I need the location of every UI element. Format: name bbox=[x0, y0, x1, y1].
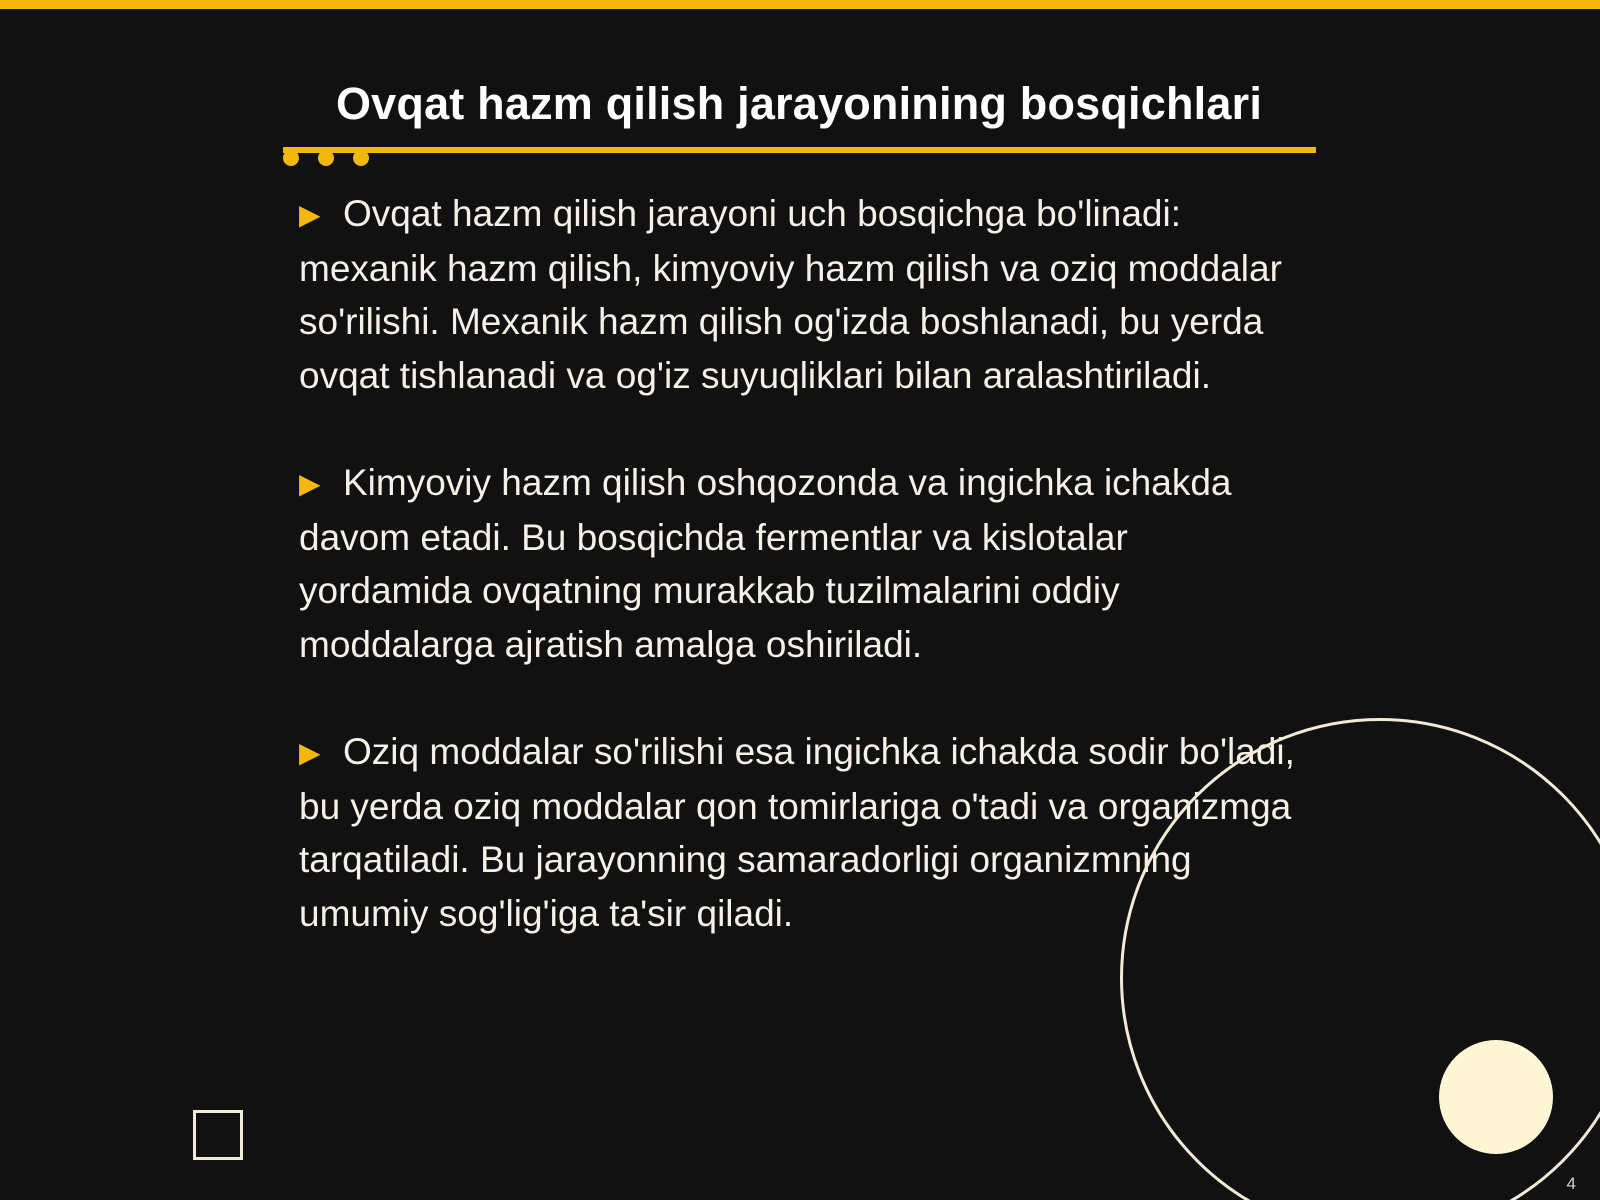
top-accent-bar bbox=[0, 0, 1600, 9]
bullet-text: Kimyoviy hazm qilish oshqozonda va ingichka ichakda davom etadi. Bu bosqichda fermentlar va kislotalar yordamida ovqatning murakkab tuzilmalarini oddiy moddalarga ajratish amalga oshiriladi. bbox=[299, 462, 1232, 665]
page-number: 4 bbox=[1566, 1174, 1576, 1193]
bullet-arrow-icon: ▶ bbox=[299, 468, 321, 499]
accent-dot bbox=[318, 150, 334, 166]
title-underline bbox=[283, 147, 1316, 153]
bullet-paragraph bbox=[299, 456, 1309, 671]
bullet-arrow-icon: ▶ bbox=[299, 737, 321, 768]
bullet-arrow-icon: ▶ bbox=[299, 199, 321, 230]
slide-title: Ovqat hazm qilish jarayonining bosqichlari bbox=[335, 78, 1263, 129]
decorative-disc bbox=[1439, 1040, 1553, 1154]
bullet-text: Ovqat hazm qilish jarayoni uch bosqichga bo'linadi: mexanik hazm qilish, kimyoviy hazm qilish va oziq moddalar so'rilishi. Mexanik hazm qilish og'izda boshlanadi, bu yerda ovqat tishlanadi va og'iz suyuqliklari bilan aralashtiriladi. bbox=[299, 193, 1282, 396]
decorative-square bbox=[193, 1110, 243, 1160]
bullet-text: Oziq moddalar so'rilishi esa ingichka ichakda sodir bo'ladi, bu yerda oziq moddalar qon tomirlariga o'tadi va organizmga tarqatiladi. Bu jarayonning samaradorligi organizmning umumiy sog'lig'iga ta'sir qiladi. bbox=[299, 731, 1295, 934]
bullet-paragraph bbox=[299, 187, 1309, 402]
accent-dot bbox=[353, 150, 369, 166]
accent-dot bbox=[283, 150, 299, 166]
